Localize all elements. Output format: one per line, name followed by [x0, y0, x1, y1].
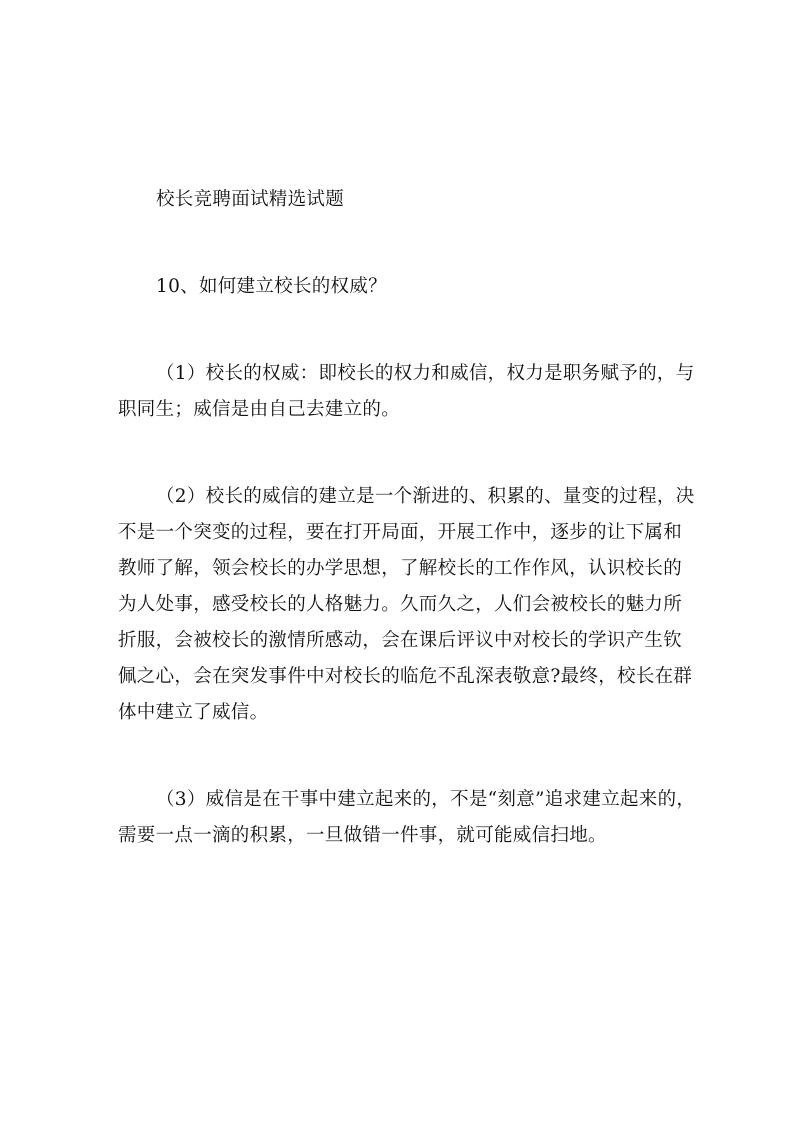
paragraph-line: 职同生；威信是由自己去建立的。 — [118, 399, 401, 420]
paragraph-2 — [118, 479, 693, 731]
paragraph-line: 折服，会被校长的激情所感动，会在课后评议中对校长的学识产生钦 — [118, 630, 683, 651]
question-heading: 10、如何建立校长的权威？ — [156, 276, 387, 297]
paragraph-line: 体中建立了威信。 — [118, 702, 269, 723]
document-body — [118, 182, 696, 854]
paragraph-1 — [118, 356, 693, 428]
paragraph-line: 不是一个突变的过程，要在打开局面，开展工作中，逐步的让下属和 — [118, 522, 683, 543]
paragraph-line: 需要一点一滴的积累，一旦做错一件事，就可能威信扫地。 — [118, 825, 607, 846]
paragraph-line: 为人处事，感受校长的人格魅力。久而久之，人们会被校长的魅力所 — [118, 594, 683, 615]
paragraph-line: 佩之心，会在突发事件中对校长的临危不乱深表敬意?最终，校长在群 — [118, 666, 693, 687]
paragraph-line: 教师了解，领会校长的办学思想，了解校长的工作作风，认识校长的 — [118, 558, 683, 579]
paragraph-line: （1）校长的权威：即校长的权力和威信，权力是职务赋予的，与 — [156, 363, 695, 384]
paragraph-3 — [118, 782, 696, 854]
document-title: 校长竞聘面试精选试题 — [156, 189, 345, 210]
paragraph-line: （2）校长的威信的建立是一个渐进的、积累的、量变的过程，决 — [156, 486, 695, 507]
paragraph-line: （3）威信是在干事中建立起来的，不是“刻意”追求建立起来的， — [156, 789, 696, 810]
